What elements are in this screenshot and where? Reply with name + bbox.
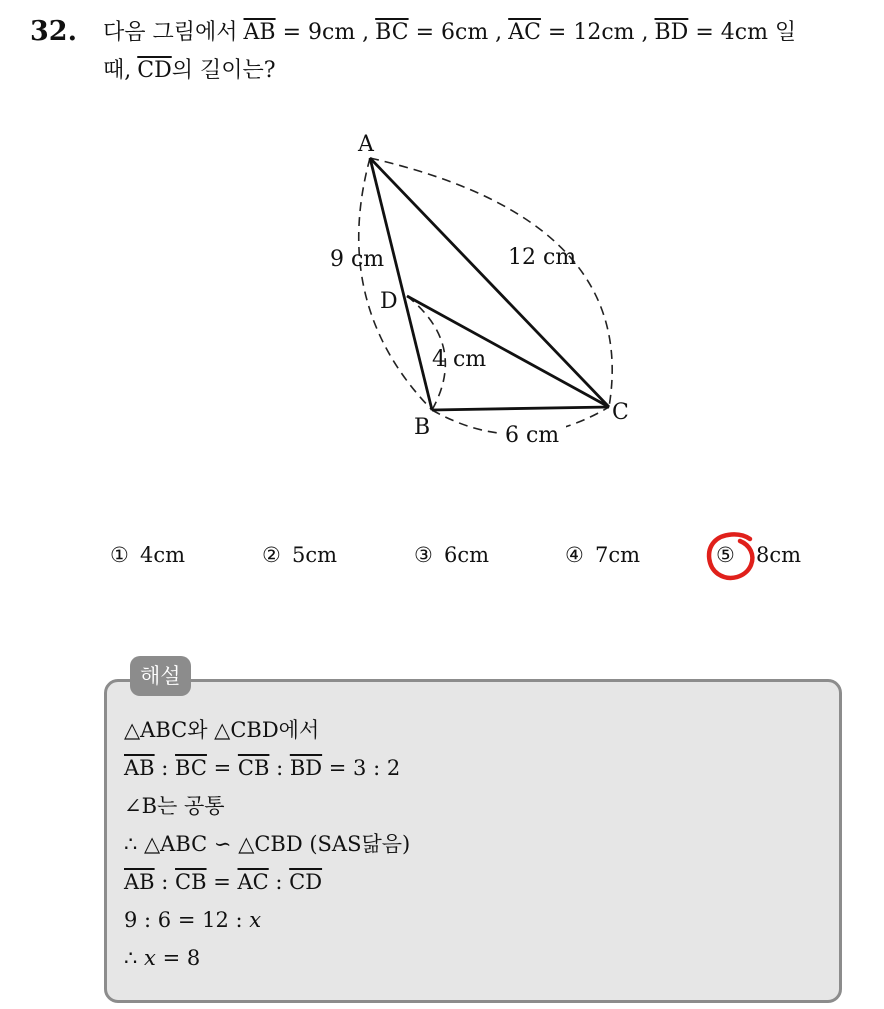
sol7-var: x [144, 946, 156, 970]
eq-bd: = 4cm 일 [688, 20, 797, 45]
choice-2-text: 5cm [292, 543, 338, 567]
sol5-colon-2: : [268, 870, 290, 894]
choice-1-text: 4cm [140, 543, 186, 567]
sol7-lead: ∴ [124, 946, 145, 970]
sol5-seg-cd: $\overline{CD}$ [289, 870, 323, 894]
sol5-seg-cb: $\overline{CB}$ [175, 870, 207, 894]
segment-cd: $\overline{CD}$ [137, 58, 172, 83]
solution-line-2 [124, 754, 400, 782]
sol2-seg-bc: $\overline{BC}$ [175, 756, 207, 780]
sol2-seg-cb: $\overline{CB}$ [237, 756, 270, 780]
sol2-tail: = 3 : 2 [322, 756, 401, 780]
edge-ab [370, 158, 432, 410]
edge-bc [432, 407, 609, 410]
arc-ab [359, 158, 432, 410]
solution-line-3: ∠B는 공통 [124, 794, 225, 818]
sol2-colon-1: : [154, 756, 176, 780]
length-label-ab: 9 cm [330, 247, 385, 272]
solution-line-6 [124, 906, 261, 934]
solution-tag: 해설 [130, 656, 191, 696]
sol6-lead: 9 : 6 = 12 : [124, 908, 250, 932]
choice-5-text: 8cm [756, 543, 802, 567]
choice-4-mark: ④ [565, 543, 584, 567]
sol5-seg-ab: $\overline{AB}$ [124, 870, 155, 894]
choice-1-mark: ① [110, 543, 129, 567]
eq-ac: = 12cm , [540, 20, 649, 45]
solution-line-4: ∴ △ABC ∽ △CBD (SAS닮음) [124, 832, 411, 856]
sol2-colon-2: : [269, 756, 290, 780]
vertex-label-a: A [358, 132, 374, 157]
solution-line-7 [124, 944, 200, 972]
segment-ab: $\overline{AB}$ [243, 20, 276, 45]
question-lead: 다음 그림에서 [103, 20, 238, 45]
choice-2-mark: ② [262, 543, 281, 567]
segment-bc: $\overline{BC}$ [375, 20, 409, 45]
choice-4[interactable] [565, 543, 640, 567]
solution-line-1: △ABC와 △CBD에서 [124, 718, 320, 742]
solution-line-5 [124, 868, 322, 896]
sol2-seg-bd: $\overline{BD}$ [289, 756, 323, 780]
vertex-label-c: C [612, 400, 629, 425]
question-line2-tail: 의 길이는? [171, 58, 276, 83]
edge-ac [370, 158, 609, 407]
choice-5-mark: ⑤ [716, 543, 735, 567]
choice-4-text: 7cm [595, 543, 641, 567]
eq-bc: = 6cm , [408, 20, 503, 45]
eq-ab: = 9cm , [275, 20, 370, 45]
segment-ac: $\overline{AC}$ [508, 20, 541, 45]
vertex-label-d: D [380, 289, 398, 314]
segment-bd: $\overline{BD}$ [654, 20, 689, 45]
choice-1[interactable] [110, 543, 185, 567]
choice-2[interactable] [262, 543, 337, 567]
question-number: 32. [30, 16, 77, 47]
vertex-label-b: B [414, 415, 431, 440]
choice-3[interactable] [414, 543, 489, 567]
question-line2-lead: 때, [103, 58, 132, 83]
sol7-tail: = 8 [155, 946, 201, 970]
sol6-var: x [249, 908, 262, 932]
sol2-seg-ab: $\overline{AB}$ [124, 756, 155, 780]
length-label-bc: 6 cm [505, 423, 560, 448]
length-label-bd: 4 cm [432, 347, 487, 372]
sol5-seg-ac: $\overline{AC}$ [237, 870, 269, 894]
choice-3-mark: ③ [414, 543, 433, 567]
answer-circle-icon [700, 529, 760, 585]
sol5-eq: = [206, 870, 238, 894]
sol5-colon-1: : [154, 870, 176, 894]
length-label-ac: 12 cm [508, 245, 577, 270]
sol2-eq: = [206, 756, 238, 780]
choice-3-text: 6cm [444, 543, 490, 567]
